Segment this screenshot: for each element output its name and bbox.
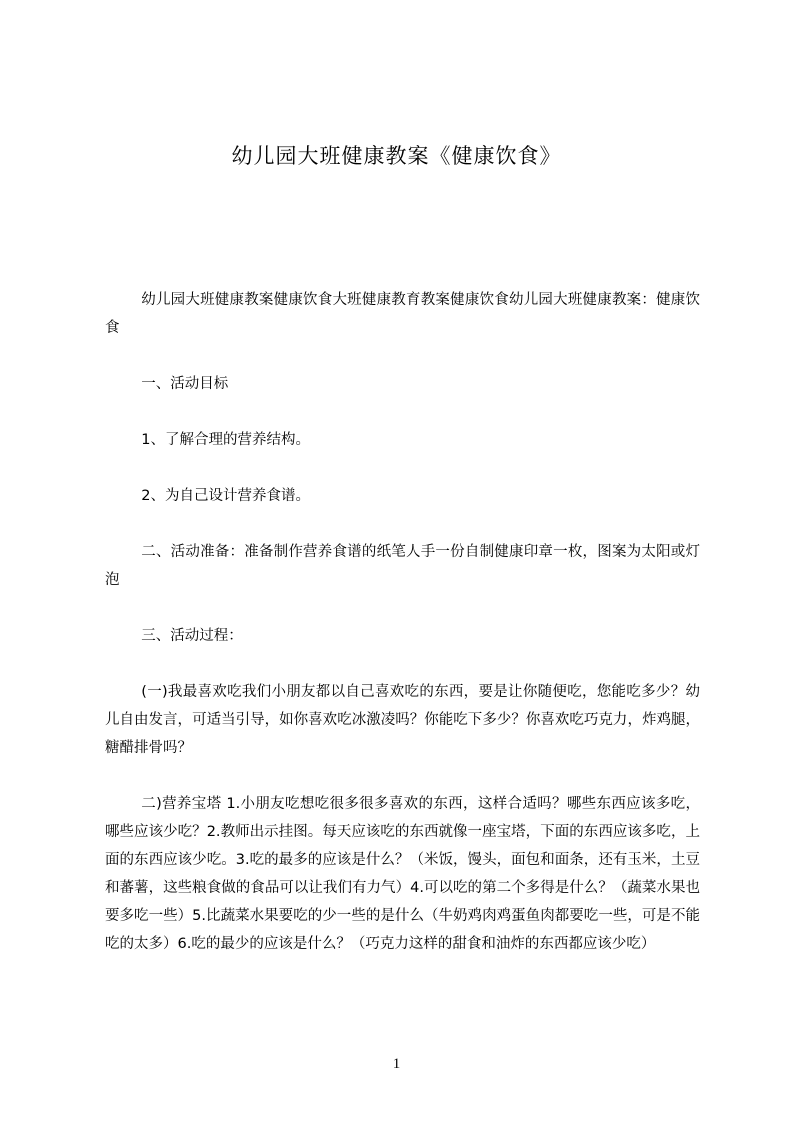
process-step-2: 二)营养宝塔 1.小朋友吃想吃很多很多喜欢的东西，这样合适吗？哪些东西应该多吃，哪些应该少吃？2.教师出示挂图。每天应该吃的东西就像一座宝塔，下面的东西应该多吃，上面的东西应该少吃。3.吃的最多的应该是什么？（米饭，馒头，面包和面条，还有玉米，土豆和蕃薯，这些粮食做的食品可以让我们有力气）4.可以吃的第二个多得是什么？（蔬菜水果也要多吃一些）5.比蔬菜水果要吃的少一些的是什么（牛奶鸡肉鸡蛋鱼肉都要吃一些，可是不能吃的太多）6.吃的最少的应该是什么？（巧克力这样的甜食和油炸的东西都应该少吃）: [105, 796, 700, 952]
section-heading-process: 三、活动过程：: [141, 628, 243, 644]
goal-item-1: 1、了解合理的营养结构。: [141, 432, 310, 448]
intro-paragraph: 幼儿园大班健康教案健康饮食大班健康教育教案健康饮食幼儿园大班健康教案：健康饮食: [105, 292, 700, 336]
page-number: 1: [392, 1056, 401, 1072]
section-heading-goals: 一、活动目标: [141, 376, 229, 392]
goal-item-2: 2、为自己设计营养食谱。: [141, 488, 310, 504]
process-step-1: (一)我最喜欢吃我们小朋友都以自己喜欢吃的东西，要是让你随便吃，您能吃多少？幼儿自由发言，可适当引导，如你喜欢吃冰激凌吗？你能吃下多少？你喜欢吃巧克力，炸鸡腿，糖醋排骨吗？: [105, 684, 700, 756]
document-title: 幼儿园大班健康教案《健康饮食》: [231, 144, 562, 168]
document-body: [105, 286, 700, 958]
section-preparation: 二、活动准备：准备制作营养食谱的纸笔人手一份自制健康印章一枚，图案为太阳或灯泡: [105, 544, 700, 588]
